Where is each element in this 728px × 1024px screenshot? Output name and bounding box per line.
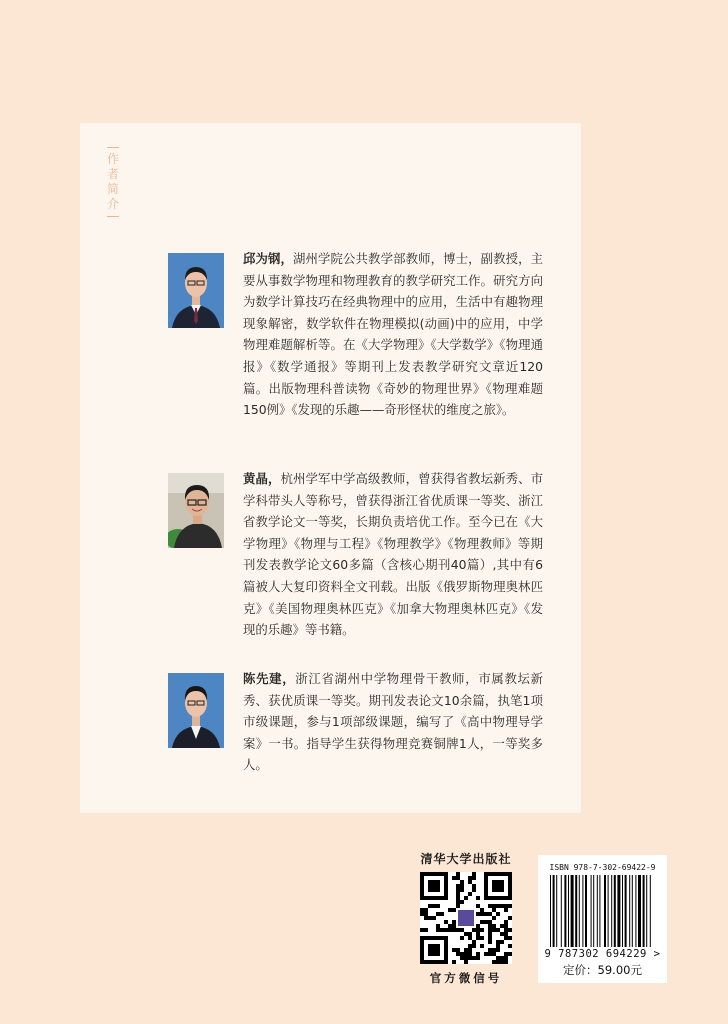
author-name: 邱为钢，: [243, 251, 294, 266]
barcode-icon: [550, 875, 655, 947]
author-bio-text: 浙江省湖州中学物理骨干教师，市属教坛新秀、获优质课一等奖。期刊发表论文10余篇，执笔1项市级课题，参与1项部级课题，编写了《高中物理导学案》一书。指导学生获得物理竞赛铜牌1人，一等奖多人。: [243, 671, 544, 773]
isbn-text: ISBN 978-7-302-69422-9: [549, 863, 656, 872]
author-bio: [243, 668, 543, 776]
section-label-char: 介: [106, 197, 119, 211]
author-bio-text: 杭州学军中学高级教师，曾获得省教坛新秀、市学科带头人等称号，曾获得浙江省优质课一等奖、浙江省教学论文一等奖，长期负责培优工作。至今已在《大学物理》《物理与工程》《物理教学》《物理教师》等期刊发表教学论文60多篇（含核心期刊40篇）,其中有6篇被人大复印资料全文刊载。出版《俄罗斯物理奥林匹克》《美国物理奥林匹克》《加拿大物理奥林匹克》《发现的乐趣》等书籍。: [243, 471, 544, 638]
isbn-digits: 9 787302 694229 >: [544, 948, 661, 960]
divider: [107, 216, 119, 217]
author-photo: [168, 253, 224, 328]
author-photo: [168, 473, 224, 548]
wechat-qr-code[interactable]: [420, 872, 512, 964]
price-label: 定价：59.00元: [563, 963, 642, 977]
author-bio-text: 湖州学院公共教学部教师，博士，副教授，主要从事数学物理和物理教育的教学研究工作。研究方向为数学计算技巧在经典物理中的应用，生活中有趣物理现象解密，数学软件在物理模拟(动画)中的应用，中学物理难题解析等。在《大学物理》《大学数学》《物理通报》《数学通报》等期刊上发表教学研究文章近120篇。出版物理科普读物《奇妙的物理世界》《物理难题150例》《发现的乐趣——奇形怪状的维度之旅》。: [243, 251, 544, 418]
author-bio: [243, 468, 543, 641]
author-bio: [243, 248, 543, 421]
qr-code-icon: [420, 872, 512, 964]
publisher-name: 清华大学出版社: [420, 852, 512, 866]
divider: [107, 147, 119, 148]
author-name: 黄晶，: [243, 471, 281, 486]
section-label-char: 作: [106, 152, 119, 166]
author-photo: [168, 673, 224, 748]
author-name: 陈先建，: [243, 671, 296, 686]
section-label-char: 者: [106, 167, 119, 181]
qr-caption: 官方微信号: [429, 971, 503, 985]
section-label-char: 简: [106, 182, 119, 196]
section-label-author-intro: [103, 143, 123, 221]
isbn-barcode-block: [538, 855, 667, 983]
